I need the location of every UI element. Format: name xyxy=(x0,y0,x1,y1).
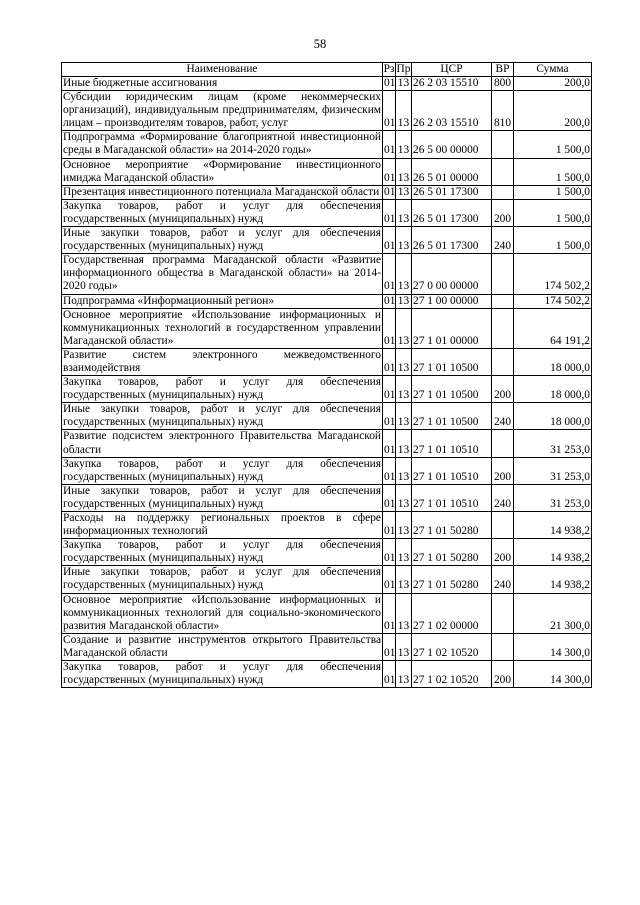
cell-csr: 26 2 03 15510 xyxy=(412,77,492,91)
table-row xyxy=(62,308,592,348)
header-csr: ЦСР xyxy=(412,63,492,77)
cell-vr: 240 xyxy=(492,403,514,430)
cell-csr: 27 1 01 10510 xyxy=(412,457,492,484)
cell-rz: 01 xyxy=(383,348,396,375)
cell-pr: 13 xyxy=(396,131,412,158)
cell-sum: 174 502,2 xyxy=(514,254,592,294)
table-row xyxy=(62,403,592,430)
header-vr: ВР xyxy=(492,63,514,77)
cell-pr: 13 xyxy=(396,294,412,308)
header-sum: Сумма xyxy=(514,63,592,77)
table-row xyxy=(62,633,592,660)
cell-pr: 13 xyxy=(396,185,412,199)
table-row xyxy=(62,430,592,457)
cell-name: Презентация инвестиционного потенциала Магаданской области xyxy=(62,185,383,199)
table-row xyxy=(62,199,592,226)
cell-vr: 200 xyxy=(492,457,514,484)
cell-vr xyxy=(492,512,514,539)
cell-vr xyxy=(492,131,514,158)
cell-csr: 27 1 01 50280 xyxy=(412,512,492,539)
cell-sum: 18 000,0 xyxy=(514,376,592,403)
cell-csr: 27 1 02 00000 xyxy=(412,593,492,633)
cell-csr: 27 1 00 00000 xyxy=(412,294,492,308)
table-row xyxy=(62,512,592,539)
cell-name: Иные закупки товаров, работ и услуг для обеспечения государственных (муниципальных) нужд xyxy=(63,484,381,510)
cell-rz: 01 xyxy=(383,227,396,254)
table-row xyxy=(62,294,592,308)
header-name: Наименование xyxy=(62,63,383,77)
cell-rz: 01 xyxy=(384,185,396,198)
cell-pr: 13 xyxy=(396,566,412,593)
cell-vr xyxy=(492,633,514,660)
cell-sum: 14 938,2 xyxy=(514,566,592,593)
cell-csr: 26 5 01 00000 xyxy=(412,158,492,185)
cell-pr: 13 xyxy=(396,512,412,539)
cell-pr: 13 xyxy=(396,430,412,457)
cell-pr: 13 xyxy=(396,254,412,294)
cell-name: Иные закупки товаров, работ и услуг для обеспечения государственных (муниципальных) нужд xyxy=(63,566,381,592)
cell-sum: 174 502,2 xyxy=(514,294,592,308)
cell-rz: 01 xyxy=(383,457,396,484)
cell-csr: 26 5 01 17300 xyxy=(412,199,492,226)
cell-csr: 27 1 01 10510 xyxy=(412,430,492,457)
table-row xyxy=(62,593,592,633)
table-header-row xyxy=(62,63,592,77)
cell-pr: 13 xyxy=(396,484,412,511)
table-row xyxy=(62,227,592,254)
cell-name: Иные бюджетные ассигнования xyxy=(62,77,383,91)
cell-csr: 27 1 01 50280 xyxy=(412,566,492,593)
table-row xyxy=(62,131,592,158)
cell-sum: 200,0 xyxy=(514,91,592,131)
cell-vr xyxy=(492,430,514,457)
header-pr: Пр xyxy=(396,63,411,75)
cell-sum: 1 500,0 xyxy=(514,131,592,158)
cell-vr: 200 xyxy=(492,661,514,688)
cell-sum: 14 300,0 xyxy=(514,633,592,660)
cell-name: Создание и развитие инструментов открытого Правительства Магаданской области xyxy=(63,633,381,659)
cell-csr: 26 5 00 00000 xyxy=(412,131,492,158)
cell-vr: 200 xyxy=(492,376,514,403)
cell-rz: 01 xyxy=(383,484,396,511)
cell-csr: 27 1 02 10520 xyxy=(412,633,492,660)
cell-csr: 26 2 03 15510 xyxy=(412,91,492,131)
budget-table xyxy=(61,62,592,688)
table-row xyxy=(62,77,592,91)
table-row xyxy=(62,484,592,511)
cell-vr xyxy=(492,593,514,633)
cell-sum: 1 500,0 xyxy=(514,227,592,254)
table-row xyxy=(62,457,592,484)
cell-pr: 13 xyxy=(396,593,412,633)
table-row xyxy=(62,185,592,199)
cell-sum: 14 938,2 xyxy=(514,512,592,539)
cell-rz: 01 xyxy=(383,403,396,430)
cell-name: Развитие систем электронного межведомственного взаимодействия xyxy=(63,348,381,374)
page-number: 58 xyxy=(313,37,327,51)
cell-sum: 31 253,0 xyxy=(514,457,592,484)
cell-vr xyxy=(492,254,514,294)
table-row xyxy=(62,158,592,185)
cell-csr: 26 5 01 17300 xyxy=(412,227,492,254)
cell-name: Закупка товаров, работ и услуг для обеспечения государственных (муниципальных) нужд xyxy=(63,199,381,225)
cell-name: Государственная программа Магаданской области «Развитие информационного общества в Магаданской области» на 2014-2020 годы» xyxy=(63,254,381,293)
cell-vr: 200 xyxy=(492,199,514,226)
cell-sum: 1 500,0 xyxy=(514,185,592,199)
cell-csr: 26 5 01 17300 xyxy=(412,185,492,199)
cell-rz: 01 xyxy=(384,77,396,89)
table-row xyxy=(62,661,592,688)
cell-csr: 27 1 01 10500 xyxy=(412,403,492,430)
cell-vr: 800 xyxy=(492,77,514,91)
cell-name: Закупка товаров, работ и услуг для обеспечения государственных (муниципальных) нужд xyxy=(63,661,381,687)
cell-pr: 13 xyxy=(396,158,412,185)
cell-rz: 01 xyxy=(383,131,396,158)
cell-name: Субсидии юридическим лицам (кроме некоммерческих организаций), индивидуальным предпринимателям, физическим лицам – производителям товаров, работ, услуг xyxy=(63,91,381,130)
cell-rz: 01 xyxy=(383,661,396,688)
cell-csr: 27 1 01 10500 xyxy=(412,376,492,403)
cell-pr: 13 xyxy=(396,457,412,484)
cell-sum: 14 938,2 xyxy=(514,539,592,566)
cell-vr xyxy=(492,348,514,375)
table-row xyxy=(62,348,592,375)
table-row xyxy=(62,376,592,403)
cell-sum: 31 253,0 xyxy=(514,430,592,457)
cell-sum: 31 253,0 xyxy=(514,484,592,511)
cell-name: Подпрограмма «Формирование благоприятной инвестиционной среды в Магаданской области» на 2014-2020 годы» xyxy=(63,131,381,157)
cell-rz: 01 xyxy=(383,158,396,185)
cell-rz: 01 xyxy=(384,294,396,307)
cell-pr: 13 xyxy=(396,403,412,430)
cell-vr: 240 xyxy=(492,484,514,511)
header-rz: Рз xyxy=(383,63,395,75)
cell-rz: 01 xyxy=(383,91,396,131)
cell-csr: 27 1 01 50280 xyxy=(412,539,492,566)
cell-sum: 18 000,0 xyxy=(514,403,592,430)
cell-name: Расходы на поддержку региональных проектов в сфере информационных технологий xyxy=(63,512,381,538)
cell-sum: 18 000,0 xyxy=(514,348,592,375)
cell-vr xyxy=(492,185,514,199)
cell-rz: 01 xyxy=(383,308,396,348)
cell-name: Основное мероприятие «Использование информационных и коммуникационных технологий в государственном управлении Магаданской области» xyxy=(63,308,381,347)
cell-pr: 13 xyxy=(396,227,412,254)
cell-name: Основное мероприятие «Использование информационных и коммуникационных технологий для социально-экономического развития Магаданской области» xyxy=(63,593,381,632)
cell-name: Иные закупки товаров, работ и услуг для обеспечения государственных (муниципальных) нужд xyxy=(63,403,381,429)
table-row xyxy=(62,91,592,131)
cell-pr: 13 xyxy=(396,308,412,348)
cell-csr: 27 1 01 10500 xyxy=(412,348,492,375)
cell-rz: 01 xyxy=(383,254,396,294)
cell-sum: 64 191,2 xyxy=(514,308,592,348)
cell-sum: 200,0 xyxy=(514,77,592,91)
cell-name: Развитие подсистем электронного Правительства Магаданской области xyxy=(63,430,381,456)
cell-pr: 13 xyxy=(396,77,412,91)
cell-rz: 01 xyxy=(383,512,396,539)
table-row xyxy=(62,566,592,593)
cell-csr: 27 1 01 00000 xyxy=(412,308,492,348)
cell-vr xyxy=(492,308,514,348)
cell-rz: 01 xyxy=(383,539,396,566)
cell-pr: 13 xyxy=(396,376,412,403)
cell-rz: 01 xyxy=(383,430,396,457)
cell-vr: 240 xyxy=(492,227,514,254)
cell-vr: 810 xyxy=(492,91,514,131)
cell-vr: 200 xyxy=(492,539,514,566)
cell-pr: 13 xyxy=(396,633,412,660)
cell-rz: 01 xyxy=(383,199,396,226)
cell-vr: 240 xyxy=(492,566,514,593)
cell-rz: 01 xyxy=(383,376,396,403)
cell-vr xyxy=(492,294,514,308)
cell-csr: 27 1 02 10520 xyxy=(412,661,492,688)
cell-name: Закупка товаров, работ и услуг для обеспечения государственных (муниципальных) нужд xyxy=(63,539,381,565)
cell-csr: 27 1 01 10510 xyxy=(412,484,492,511)
cell-name: Закупка товаров, работ и услуг для обеспечения государственных (муниципальных) нужд xyxy=(63,457,381,483)
cell-pr: 13 xyxy=(396,199,412,226)
table-row xyxy=(62,254,592,294)
cell-pr: 13 xyxy=(396,539,412,566)
cell-name: Иные закупки товаров, работ и услуг для обеспечения государственных (муниципальных) нужд xyxy=(63,227,381,253)
cell-rz: 01 xyxy=(383,593,396,633)
table-row xyxy=(62,539,592,566)
cell-name: Основное мероприятие «Формирование инвестиционного имиджа Магаданской области» xyxy=(63,158,381,184)
cell-name: Подпрограмма «Информационный регион» xyxy=(62,294,383,308)
cell-sum: 1 500,0 xyxy=(514,199,592,226)
cell-sum: 14 300,0 xyxy=(514,661,592,688)
cell-sum: 1 500,0 xyxy=(514,158,592,185)
cell-rz: 01 xyxy=(383,633,396,660)
cell-name: Закупка товаров, работ и услуг для обеспечения государственных (муниципальных) нужд xyxy=(63,376,381,402)
cell-csr: 27 0 00 00000 xyxy=(412,254,492,294)
cell-pr: 13 xyxy=(396,661,412,688)
cell-rz: 01 xyxy=(383,566,396,593)
cell-sum: 21 300,0 xyxy=(514,593,592,633)
cell-pr: 13 xyxy=(396,348,412,375)
cell-pr: 13 xyxy=(396,91,412,131)
cell-vr xyxy=(492,158,514,185)
